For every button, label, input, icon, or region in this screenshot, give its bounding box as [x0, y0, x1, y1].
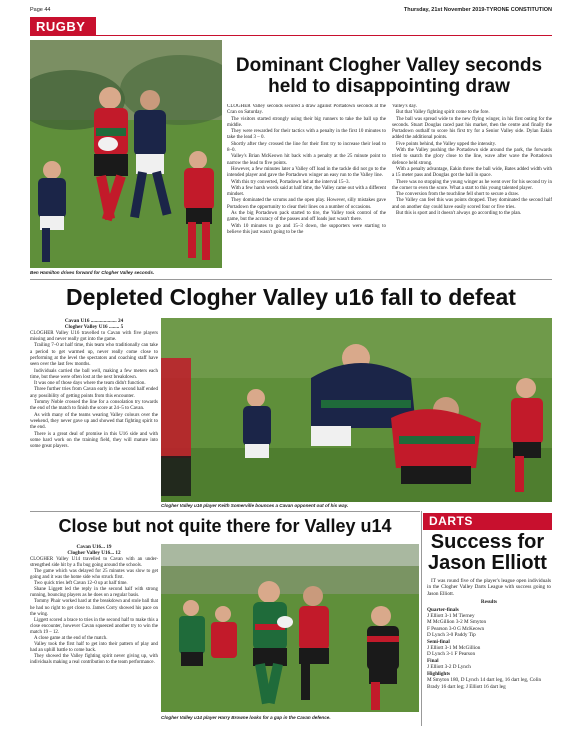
photo-ben-hamilton [30, 40, 222, 268]
story2-para: Individuals carried the ball well, making a few meters each time, but these were often lost at the next breakdown. [30, 368, 158, 380]
story3-para: CLOGHER Valley U14 travelled to Cavan with an under-strengthed side hit by a flu bug going around the schools. [30, 556, 158, 568]
page-header [30, 4, 552, 16]
story2-para: As with many of the teams wearing Valley colours over the weekend, they never gave up and showed that fighting spirit to the end. [30, 412, 158, 431]
story3-para: The game which was delayed for 25 minutes was slow to get going and it was the home side who struck first. [30, 569, 158, 581]
headline-story3: Close but not quite there for Valley u14 [58, 516, 392, 536]
result-line: M Smyton 180, D Lynch 14 dart leg, 16 dart leg, Colin Brady 16 dart leg; J Elliott 16 dart leg [427, 677, 542, 690]
story1-col2-para: But this is sport and it doesn't always go according to the plan. [396, 211, 522, 217]
story2-body [30, 318, 158, 514]
story2-para: It was one of those days where the team didn't function. [34, 381, 146, 387]
photo-caption-3: Clogher Valley u14 player Harry Browne looks for a gap in the Cavan defence. [161, 715, 331, 720]
story1-col1-para: They dominated the scrums and the open play. However, silly mistakes gave Portadown the opportunity to clear their lines on a number of occasions. [227, 198, 386, 210]
story3-para: Valley took the first half to get into their pattern of play and had an uphill battle to come back. [30, 642, 158, 654]
story1-col1-para: They were rewarded for their tactics with a penalty in the first 10 minutes to take the lead 3 – 0. [227, 129, 386, 141]
photo-keith-somerville [161, 318, 552, 502]
story3-para: Tommy Phair worked hard at the breakdown and stole ball that he had no right to get close to. James Corry showed his pace on the wing. [30, 599, 158, 617]
result-line: M McGillion 3-2 M Smyton [427, 619, 487, 626]
story1-col2-para: Five points behind, the Valley upped the intensity. [396, 141, 496, 147]
divider [30, 511, 420, 512]
story1-col2-para: The conversion from the touchline fell short to secure a draw. [396, 192, 520, 198]
story1-col2-para: The Valley can feel this was points dropped. They dominated the second half and on another day could have easily scored four or five tries. [392, 198, 552, 210]
score-line: Cavan U16... 19 [76, 544, 112, 550]
section-tag-darts: DARTS [423, 513, 552, 530]
story1-col2-para: With the Valley pushing the Portadown side around the park, the forwards tried to snatch the glory close to the line, wave after wave the Portadown defence held strong. [392, 148, 552, 166]
page-number: Page 44 [30, 7, 51, 13]
results-title: Results [480, 599, 498, 606]
darts-intro: IT was round five of the player's league open individuals in the Clogher Valley Darts League with success going to Jason Elliott. [427, 578, 551, 597]
story1-col2-para: With a penalty advantage, Eakin threw the ball wide, Bates added width with a 15 meter pass and Douglas got the ball in space. [392, 166, 552, 179]
publication-date: Thursday, 21st November 2019-TYRONE CONSTITUTION [403, 7, 552, 13]
story1-col1-para: Valley's Brian McKeown hit back with a penalty at the 25 minute point to narrow the lead to five points. [227, 154, 386, 166]
headline-story1: Dominant Clogher Valley seconds held to disappointing draw [235, 55, 543, 97]
results-group-title: Semi-final [427, 638, 450, 645]
story1-col1-para: With a few harsh words said at half time, the Valley came out with a different mindset. [227, 185, 386, 198]
divider [30, 279, 552, 280]
story1-col1-para: As the big Portadown pack started to tire, the Valley took control of the game, but the accuracy of the passes and off loads just wasn't there. [227, 211, 386, 223]
story1-column-1 [227, 104, 386, 274]
story1-col2-para: But that Valley fighting spirit come to the fore. [396, 110, 490, 116]
score-line: Cavan U16 .................... 24 [64, 318, 124, 324]
story1-col2-para: Valley's day. [392, 104, 418, 109]
story2-para: Trailing 7–0 at half time, this team who traditionally can take a period to get warmed up, never really come close to performing at the level the spectators and coaching staff have seen over the last few months. [30, 343, 158, 368]
story1-col1-para: With this try converted, Portadown led at the interval 15–3. [231, 179, 350, 185]
photo-harry-browne [161, 544, 419, 712]
result-line: J Elliott 3-2 D Lynch [427, 664, 471, 671]
headline-story2: Depleted Clogher Valley u16 fall to defeat [66, 284, 516, 310]
photo-caption-1: Ben Hamilton drives forward for Clogher Valley seconds. [30, 270, 155, 275]
result-line: D Lynch 3-1 F Pearson [427, 651, 476, 658]
story3-body [30, 544, 158, 720]
headline-darts: Success for Jason Elliott [428, 531, 547, 574]
story2-para: Three further tries from Cavan early in the second half ended any possibility of getting points from this encounter. [30, 387, 158, 399]
photo-caption-2: Clogher Valley u16 player Keith Somerville bounces a Cavan opponent out of his way. [161, 503, 349, 508]
score-line: Clogher Valley U16 ........ 5 [64, 324, 124, 331]
story1-col1-para: However, a few minutes later a Valley off load in the tackle did not go to the intended player and gave the Portadown winger an easy run to the Valley line. [227, 166, 386, 179]
story1-col1-para: With 10 minutes to go and 15–3 down, the supporters were starting to believe this just wasn't going to be the [227, 223, 386, 235]
story3-para: Shane Liggett led the reply in the second half with strong running, bouncing players as he does on a regular basis. [30, 587, 158, 599]
results-group-title: Quarter-finals [427, 606, 459, 613]
story3-para: A close game at the end of the match. [34, 636, 108, 642]
divider [421, 511, 422, 726]
story1-col2-para: The ball was spread wide to the new flying winger, in his first outing for the seconds. Stuart Douglas raced past his marker, then the centre and finally the Portadown outhalf to score his first try for a Senior Valley side. Dylan Eakin added the additional points. [392, 116, 552, 141]
results-group-title: Highlights [427, 670, 451, 677]
story3-para: They showed the Valley fighting spirit never giving up, with individuals making a real contribution to the team performance. [30, 654, 158, 666]
results-group-title: Final [427, 657, 439, 664]
section-tag-rugby: RUGBY [30, 17, 96, 36]
story2-para: Tommy Noble crossed the line for a consolation try towards the end of the match to finish the score at 24–5 to Cavan. [30, 400, 158, 412]
result-line: D Lynch 3-0 Paddy Tip [427, 632, 476, 639]
section-rule [96, 35, 552, 36]
story1-col2-para: There was no stopping the young winger as he went over for his second try in the corner to even the score. What a start to this young talented player. [392, 179, 552, 191]
story2-para: There is a great deal of promise in this U16 side and with some hard work on the training field, they will mature into some great players. [30, 431, 158, 450]
score-line: Clogher Valley U16... 12 [67, 550, 121, 557]
story3-para: Two quick tries left Cavan 12–0 up at half time. [34, 581, 128, 587]
result-line: F Pearson 3-0 G McKeown [427, 625, 485, 632]
darts-body [427, 578, 551, 690]
story1-col1-para: The visitors started strongly using their big runners to take the ball up the middle. [227, 116, 386, 128]
story1-col1-para: Shortly after they crossed the line for their first try to increase their lead to 8–0. [227, 141, 386, 154]
story2-para: CLOGHER Valley U16 travelled to Cavan with five players missing and never really got into the game. [30, 330, 158, 343]
result-line: J Elliott 3-1 M Tierney [427, 613, 475, 620]
story1-col1-para: CLOGHER Valley seconds secured a draw against Portadown seconds at the Cran on Saturday. [227, 104, 386, 116]
result-line: J Elliott 3-1 M McGillion [427, 645, 481, 652]
story1-column-2 [392, 104, 552, 274]
story3-para: Liggett scored a brace to tries in the second half to make this a close encounter, however Cavan squeezed another try to win the match 19 – 12. [30, 617, 158, 635]
